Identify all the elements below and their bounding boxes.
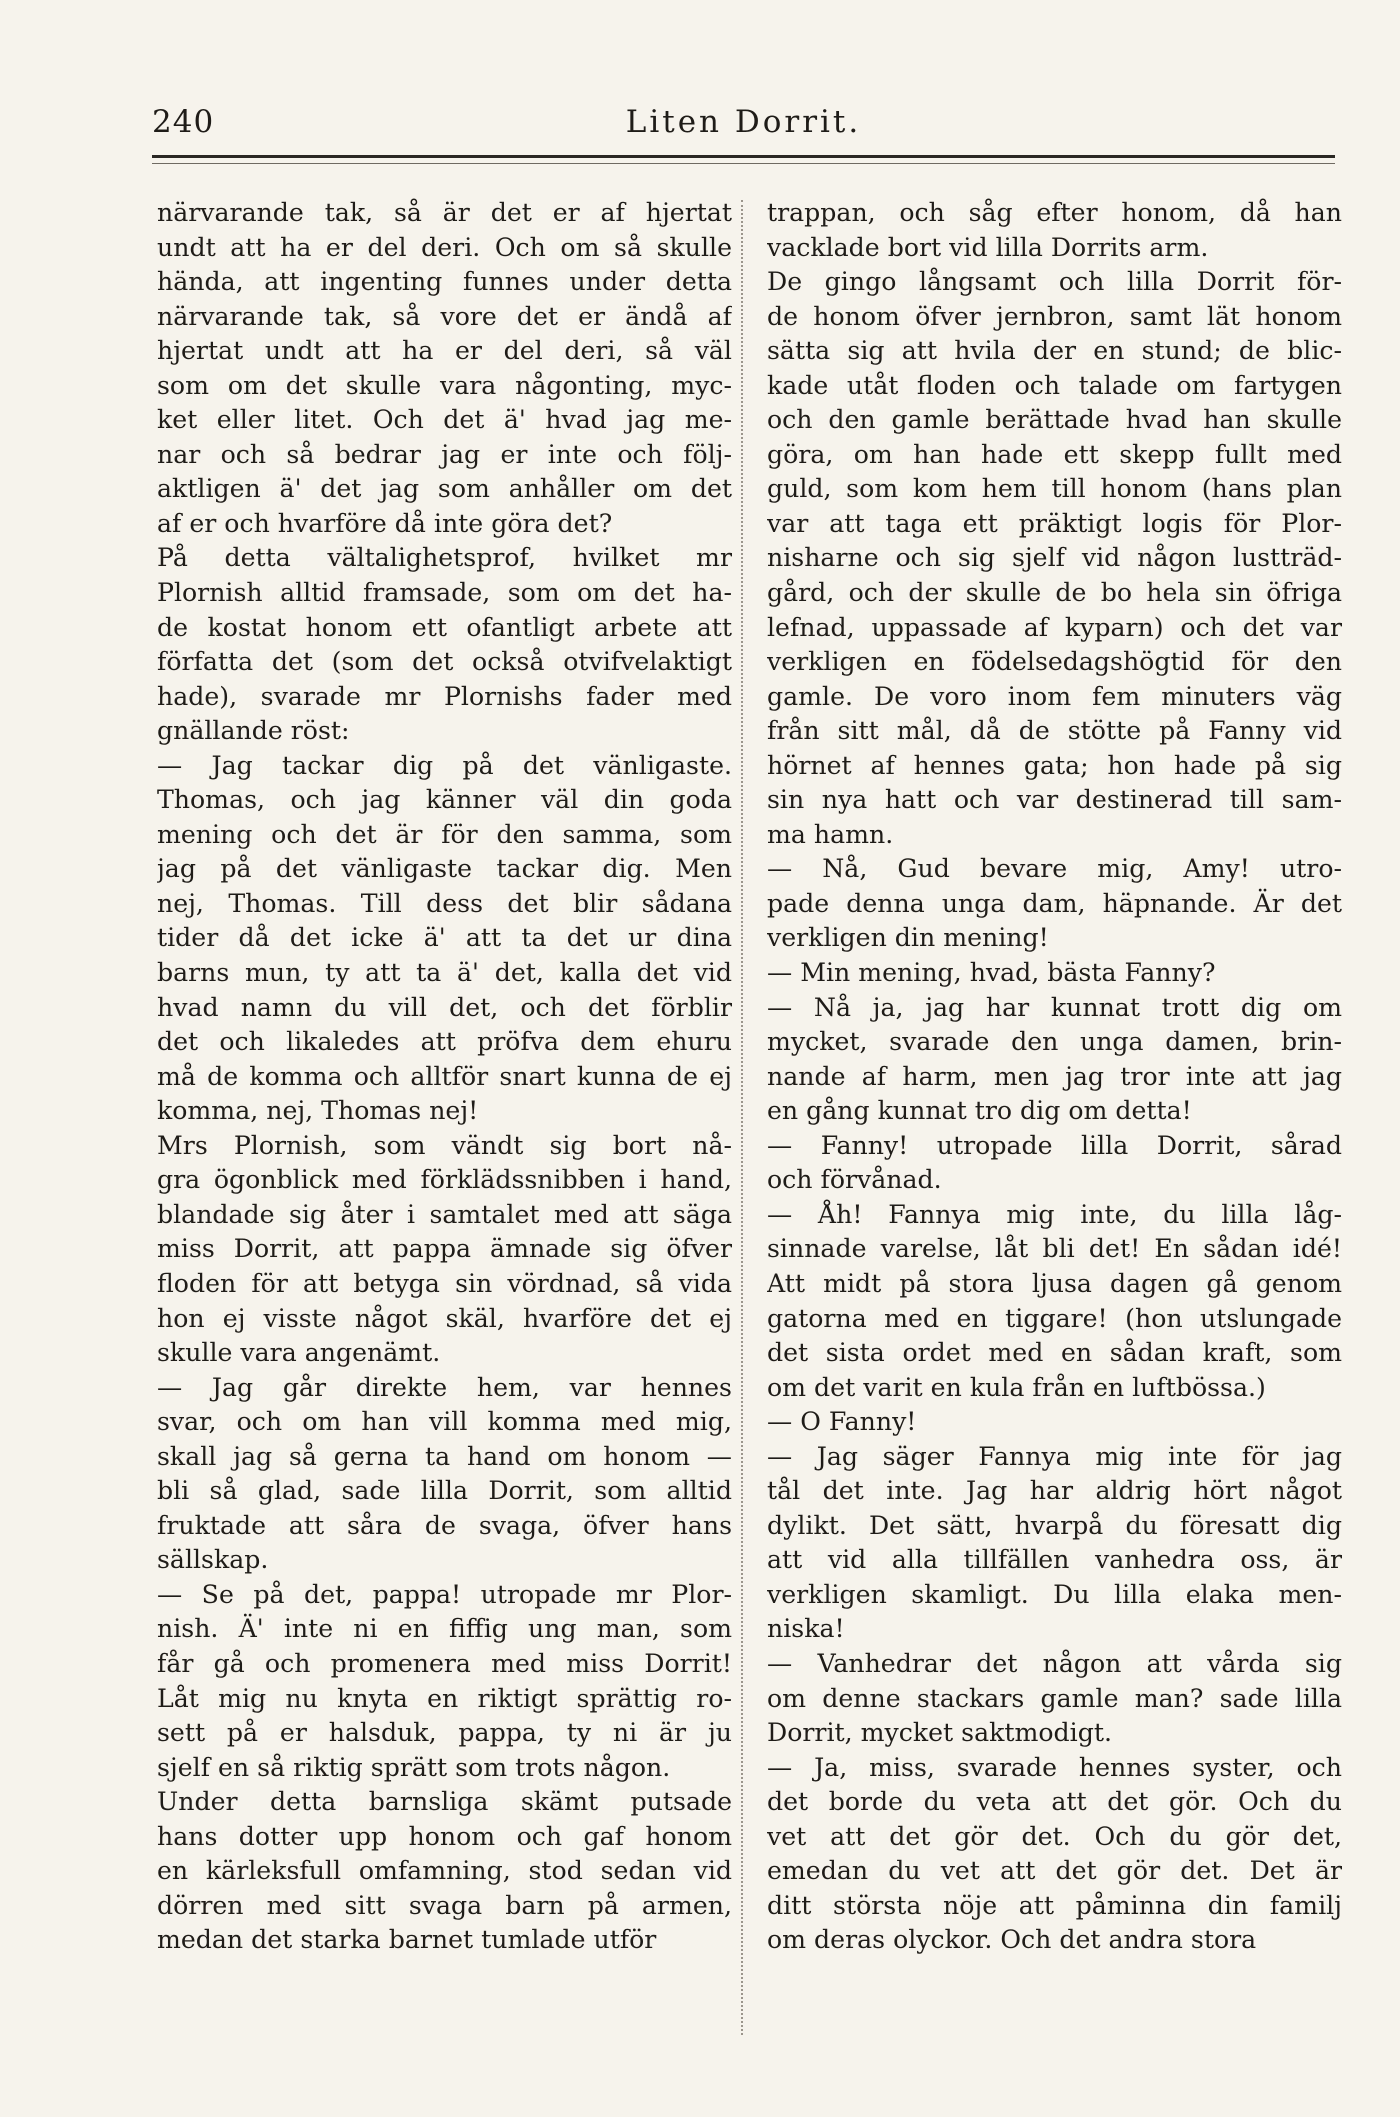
text-line: trappan, och såg efter honom, då han bbox=[767, 198, 1342, 227]
text-line: sjelf en så riktig sprätt som trots någon. bbox=[157, 1752, 671, 1782]
text-line: bli så glad, sade lilla Dorrit, som alltid bbox=[157, 1476, 732, 1506]
text-line: — Fanny! utropade lilla Dorrit, sårad bbox=[767, 1130, 1342, 1160]
text-line: göra, om han hade ett skepp fullt med bbox=[767, 439, 1342, 469]
text-line: mening och det är för den samma, som bbox=[157, 819, 732, 849]
text-line: en gång kunnat tro dig om detta! bbox=[767, 1096, 1192, 1126]
text-line: — Jag går direkte hem, var hennes bbox=[157, 1372, 732, 1402]
text-line: skulle vara angenämt. bbox=[157, 1338, 441, 1368]
text-line: om deras olyckor. Och det andra stora bbox=[767, 1925, 1257, 1955]
text-line: författa det (som det också otvifvelaktigt bbox=[157, 647, 732, 677]
text-line: det och likaledes att pröfva dem ehuru bbox=[157, 1027, 732, 1057]
text-line: från sitt mål, då de stötte på Fanny vid bbox=[767, 716, 1342, 746]
text-line: Plornish alltid framsade, som om det ha- bbox=[157, 578, 732, 608]
text-line: det borde du veta att det gör. Och du bbox=[767, 1787, 1342, 1817]
text-line: På detta vältalighetsprof, hvilket mr bbox=[157, 543, 732, 573]
text-line: — Nå ja, jag har kunnat trott dig om bbox=[767, 992, 1342, 1022]
text-line: de kostat honom ett ofantligt arbete att bbox=[157, 612, 732, 642]
text-line: — Nå, Gud bevare mig, Amy! utro- bbox=[767, 854, 1342, 884]
text-line: gatorna med en tiggare! (hon utslungade bbox=[767, 1303, 1342, 1333]
text-line: pade denna unga dam, häpnande. Är det bbox=[767, 888, 1342, 918]
text-line: att vid alla tillfällen vanhedra oss, är bbox=[767, 1545, 1342, 1575]
text-line: skall jag så gerna ta hand om honom — bbox=[157, 1441, 732, 1471]
text-line: Låt mig nu knyta en riktigt sprättig ro- bbox=[157, 1683, 732, 1713]
text-line: miss Dorrit, att pappa ämnade sig öfver bbox=[157, 1234, 732, 1264]
text-line: gård, och der skulle de bo hela sin öfriga bbox=[767, 578, 1342, 608]
text-line: hans dotter upp honom och gaf honom bbox=[157, 1821, 732, 1851]
text-line: — O Fanny! bbox=[767, 1407, 917, 1437]
text-line: Under detta barnsliga skämt putsade bbox=[157, 1787, 732, 1817]
text-line: närvarande tak, så är det er af hjertat bbox=[157, 198, 732, 227]
text-line: må de komma och alltför snart kunna de ej bbox=[157, 1061, 732, 1091]
text-line: nish. Ä' inte ni en fiffig ung man, som bbox=[157, 1614, 732, 1644]
text-line: hörnet af hennes gata; hon hade på sig bbox=[767, 750, 1342, 780]
text-line: får gå och promenera med miss Dorrit! bbox=[157, 1648, 732, 1678]
text-line: dörren med sitt svaga barn på armen, bbox=[157, 1890, 732, 1920]
text-line: gra ögonblick med förklädssnibben i hand, bbox=[157, 1165, 732, 1195]
text-line: niska! bbox=[767, 1614, 845, 1644]
column-divider bbox=[741, 200, 743, 2035]
text-line: — Jag säger Fannya mig inte för jag bbox=[767, 1441, 1342, 1471]
text-line: komma, nej, Thomas nej! bbox=[157, 1096, 479, 1126]
text-line: och förvånad. bbox=[767, 1165, 942, 1195]
text-line: fruktade att såra de svaga, öfver hans bbox=[157, 1510, 732, 1540]
page-number: 240 bbox=[152, 104, 215, 140]
text-line: — Se på det, pappa! utropade mr Plor- bbox=[157, 1579, 732, 1609]
text-line: ma hamn. bbox=[767, 819, 894, 849]
text-line: hjertat undt att ha er del deri, så väl bbox=[157, 336, 732, 366]
running-title: Liten Dorrit. bbox=[625, 104, 862, 140]
text-line: närvarande tak, så vore det er ändå af bbox=[157, 301, 732, 331]
text-line: — Min mening, hvad, bästa Fanny? bbox=[767, 958, 1216, 988]
text-line: Mrs Plornish, som vändt sig bort nå- bbox=[157, 1130, 732, 1160]
text-line: hända, att ingenting funnes under detta bbox=[157, 267, 732, 297]
text-line: mycket, svarade den unga damen, brin- bbox=[767, 1027, 1342, 1057]
text-line: sätta sig att hvila der en stund; de blic- bbox=[767, 336, 1342, 366]
text-line: var att taga ett präktigt logis för Plor- bbox=[767, 508, 1342, 538]
page-header bbox=[152, 104, 1335, 144]
text-line: om denne stackars gamle man? sade lilla bbox=[767, 1683, 1342, 1713]
text-line: lefnad, uppassade af kyparn) och det var bbox=[767, 612, 1342, 642]
text-line: ket eller litet. Och det ä' hvad jag me- bbox=[157, 405, 732, 435]
text-line: sinnade varelse, låt bli det! En sådan idé! bbox=[767, 1234, 1342, 1264]
text-line: gnällande röst: bbox=[157, 716, 350, 746]
text-line: floden för att betyga sin vördnad, så vida bbox=[157, 1268, 732, 1298]
text-line: guld, som kom hem till honom (hans plan bbox=[767, 474, 1342, 504]
text-line: nande af harm, men jag tror inte att jag bbox=[767, 1061, 1342, 1091]
text-line: tider då det icke ä' att ta det ur dina bbox=[157, 923, 732, 953]
text-line: de honom öfver jernbron, samt lät honom bbox=[767, 301, 1342, 331]
text-line: — Ja, miss, svarade hennes syster, och bbox=[767, 1752, 1342, 1782]
text-line: af er och hvarföre då inte göra det? bbox=[157, 508, 613, 538]
text-line: vet att det gör det. Och du gör det, bbox=[767, 1821, 1342, 1851]
text-line: gamle. De voro inom fem minuters väg bbox=[767, 681, 1342, 711]
text-line: aktligen ä' det jag som anhåller om det bbox=[157, 474, 732, 504]
text-line: tål det inte. Jag har aldrig hört något bbox=[767, 1476, 1342, 1506]
text-line: Att midt på stora ljusa dagen gå genom bbox=[767, 1268, 1342, 1298]
text-line: — Åh! Fannya mig inte, du lilla låg- bbox=[767, 1199, 1342, 1229]
text-line: verkligen din mening! bbox=[767, 923, 1049, 953]
text-line: dylikt. Det sätt, hvarpå du föresatt dig bbox=[767, 1510, 1342, 1540]
text-line: om det varit en kula från en luftbössa.) bbox=[767, 1372, 1266, 1402]
text-line: nar och så bedrar jag er inte och följ- bbox=[157, 439, 732, 469]
text-line: svar, och om han vill komma med mig, bbox=[157, 1407, 732, 1437]
text-line: verkligen skamligt. Du lilla elaka men- bbox=[767, 1579, 1342, 1609]
text-line: sin nya hatt och var destinerad till sam- bbox=[767, 785, 1342, 815]
text-line: jag på det vänligaste tackar dig. Men bbox=[157, 854, 732, 884]
text-line: hvad namn du vill det, och det förblir bbox=[157, 992, 732, 1022]
header-rule-thin bbox=[152, 163, 1335, 164]
text-line: en kärleksfull omfamning, stod sedan vid bbox=[157, 1856, 732, 1886]
text-line: — Jag tackar dig på det vänligaste. bbox=[157, 750, 732, 780]
text-line: och den gamle berättade hvad han skulle bbox=[767, 405, 1342, 435]
text-line: vacklade bort vid lilla Dorrits arm. bbox=[767, 232, 1209, 262]
text-line: blandade sig åter i samtalet med att säga bbox=[157, 1199, 732, 1229]
text-line: nej, Thomas. Till dess det blir sådana bbox=[157, 888, 732, 918]
text-line: — Vanhedrar det någon att vårda sig bbox=[767, 1648, 1342, 1678]
text-line: verkligen en födelsedagshögtid för den bbox=[767, 647, 1342, 677]
text-line: sett på er halsduk, pappa, ty ni är ju bbox=[157, 1718, 732, 1748]
text-line: nisharne och sig sjelf vid någon lustträd- bbox=[767, 543, 1342, 573]
text-line: ditt största nöje att påminna din familj bbox=[767, 1890, 1342, 1920]
header-rule bbox=[152, 155, 1335, 158]
text-line: Thomas, och jag känner väl din goda bbox=[157, 785, 732, 815]
left-text-column bbox=[157, 196, 732, 1958]
text-line: det sista ordet med en sådan kraft, som bbox=[767, 1338, 1342, 1368]
text-line: som om det skulle vara någonting, myc- bbox=[157, 370, 732, 400]
text-line: medan det starka barnet tumlade utför bbox=[157, 1925, 657, 1955]
text-line: undt att ha er del deri. Och om så skulle bbox=[157, 232, 732, 262]
right-text-column bbox=[767, 196, 1342, 1958]
text-line: De gingo långsamt och lilla Dorrit för- bbox=[767, 267, 1342, 297]
text-line: hon ej visste något skäl, hvarföre det ej bbox=[157, 1303, 732, 1333]
text-line: kade utåt floden och talade om fartygen bbox=[767, 370, 1342, 400]
text-line: emedan du vet att det gör det. Det är bbox=[767, 1856, 1342, 1886]
text-line: hade), svarade mr Plornishs fader med bbox=[157, 681, 732, 711]
text-line: barns mun, ty att ta ä' det, kalla det vid bbox=[157, 958, 732, 988]
text-line: sällskap. bbox=[157, 1545, 269, 1575]
text-line: Dorrit, mycket saktmodigt. bbox=[767, 1718, 1112, 1748]
